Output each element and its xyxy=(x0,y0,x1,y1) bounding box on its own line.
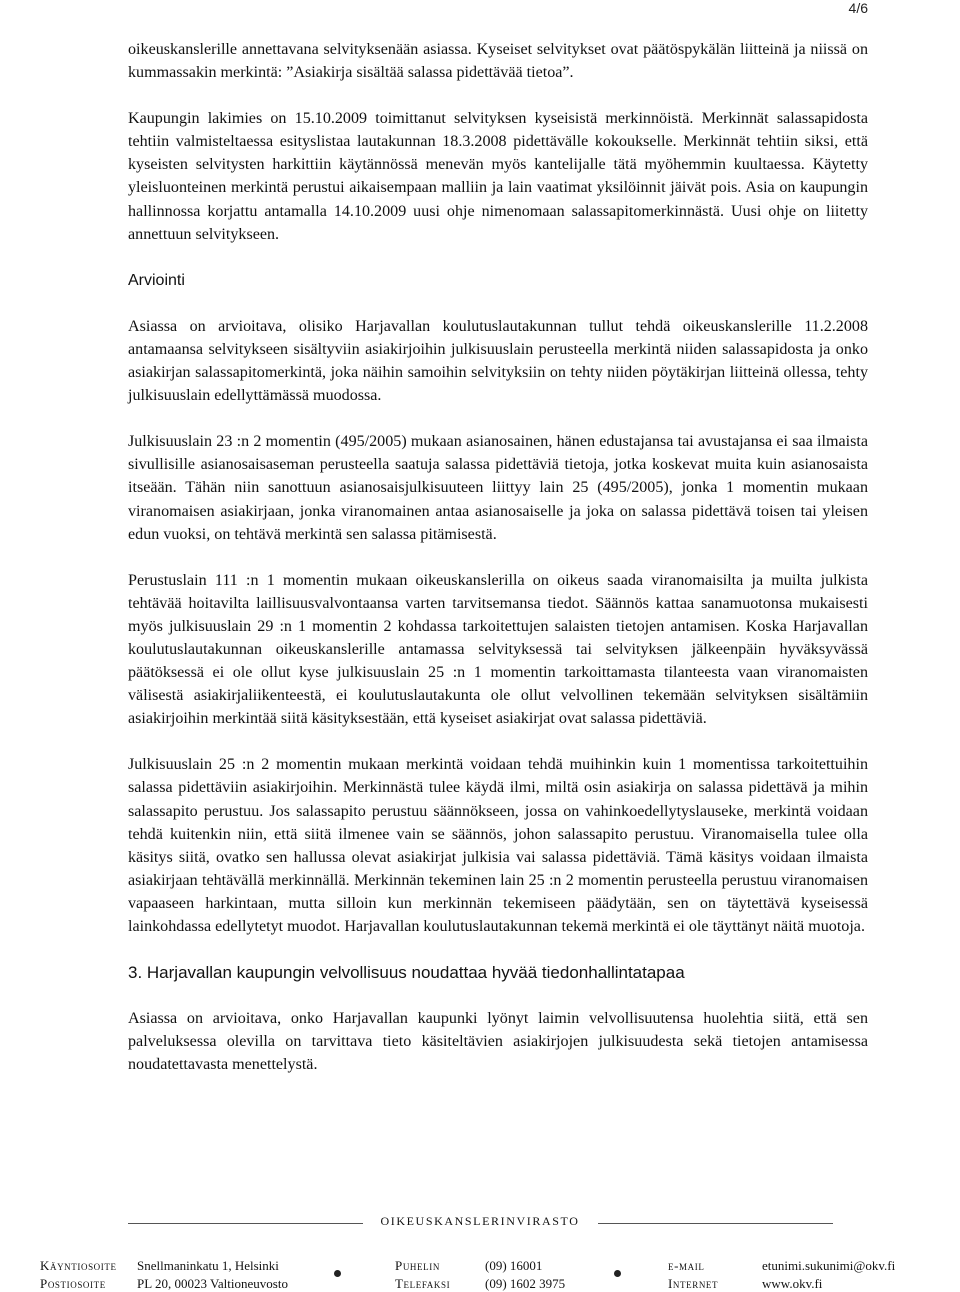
fax-label: Telefaksi xyxy=(395,1276,451,1291)
paragraph-7: Asiassa on arvioitava, onko Harjavallan kaupunki lyönyt laimin velvollisuutensa huolehtia siitä, että sen palveluksessa olevilla on tarvittava tieto käsiteltävien asiakirjojen julkisuudesta sekä tietojen antamisessa noudatettavasta menettelystä. xyxy=(128,1010,868,1074)
footer-separator-dot-2 xyxy=(614,1270,621,1277)
postal-address: PL 20, 00023 Valtioneuvosto xyxy=(137,1276,288,1291)
visiting-address: Snellmaninkatu 1, Helsinki xyxy=(137,1258,279,1273)
paragraph-6: Julkisuuslain 25 :n 2 momentin mukaan merkintä voidaan tehdä muihinkin kuin 1 momentissa tarkoitettuihin salassa pidettäviin asiakirjoihin. Merkinnästä tulee käydä ilmi, miltä osin asiakirja on salassa pidettävä ja mihin salassapito perustuu. Jos salassapito perustuu säännökseen, jossa on vahinkoedellytyslauseke, merkintä voidaan tehdä kuitenkin niin, että siitä ilmenee vain se säännös, johon salassapito perustuu. Viranomaisella tulee olla käsitys siitä, ovatko sen hallussa olevat asiakirjat julkisia vai salassa pidettäviä. Tämä käsitys voidaan ilmaista asiakirjaan tehtävällä merkinnällä. Merkinnän tekeminen lain 25 :n 2 momentin perusteella perustuu viranomaisen vapaaseen harkintaan, mutta silloin kun merkinnän tekemiseen päädytään, sen on täytettävä kyseisessä lainkohdassa edellytetyt muodot. Harjavallan koulutuslautakunnan tekemä merkintä ei ole täyttänyt näitä muotoja. xyxy=(128,756,868,935)
website-url[interactable]: www.okv.fi xyxy=(762,1276,823,1291)
paragraph-4: Julkisuuslain 23 :n 2 momentin (495/2005) mukaan asianosainen, hänen edustajansa tai avustajansa ei saa ilmaista sivullisille asianosaisaseman perusteella saatuja salassa pidettäviä tietoja, jotka koskevat muita kuin asianosaista itseään. Tähän niin sanottuun asianosaisjulkisuuteen liittyy lain 25 (495/2005), jonka 1 momentin mukaan viranomaisen asiakirjaan, jonka viranomainen antaa asianosaiselle ja joka on salassa pidettävä toisen tai yleisen edun vuoksi, on tehtävä merkintä sen salassa pitämisestä. xyxy=(128,433,868,543)
phone-number: (09) 16001 xyxy=(485,1258,543,1273)
document-body xyxy=(128,38,868,1076)
visiting-address-label: Käyntiosoite xyxy=(40,1258,117,1273)
section-heading-3: 3. Harjavallan kaupungin velvollisuus noudattaa hyvää tiedonhallintatapaa xyxy=(128,963,685,983)
page-number: 4/6 xyxy=(848,0,868,16)
section-heading-arviointi: Arviointi xyxy=(128,271,185,289)
paragraph-3: Asiassa on arvioitava, olisiko Harjavallan koulutuslautakunnan tullut tehdä oikeuskanslerille 11.2.2008 antamaansa selvitykseen sisältyviin asiakirjoihin julkisuuslain perusteella merkintä niiden salassapidosta ja onko asiakirjan salassapitomerkintä, joka näihin samoihin selvityksiin on tehty niiden pöytäkirjan liitteinä ollessa, tehty julkisuuslain edellyttämässä muodossa. xyxy=(128,317,868,405)
fax-number: (09) 1602 3975 xyxy=(485,1276,566,1291)
paragraph-2: Kaupungin lakimies on 15.10.2009 toimittanut selvityksen kyseisistä merkinnöistä. Merkinnät salassapidosta tehtiin valmisteltaessa esityslistaa lautakunnan 18.3.2008 pidettävälle kokoukselle. Merkinnät tehtiin siksi, että kyseisten selvitysten harkittiin käytännössä menevän myös kantelijalle tätä myöhemmin kuultaessa. Käytetty yleisluonteinen merkintä perustui aikaisempaan malliin ja lain vaatimat yksilöinnit jäivät pois. Asia on kaupungin hallinnossa korjattu antamalla 14.10.2009 uusi ohje nimenomaan salassapitomerkinnästä. Uusi ohje on liitetty annettuun selvitykseen. xyxy=(128,110,868,243)
internet-label: Internet xyxy=(668,1276,719,1291)
paragraph-1: oikeuskanslerille annettavana selvityksenään asiassa. Kyseiset selvitykset ovat päätöspykälän liitteinä ja niissä on kummassakin merkintä: ”Asiakirja sisältää salassa pidettävää tietoa”. xyxy=(128,41,868,82)
footer-separator-dot-1 xyxy=(334,1270,341,1277)
email-label: e-mail xyxy=(668,1258,705,1273)
paragraph-5: Perustuslain 111 :n 1 momentin mukaan oikeuskanslerilla on oikeus saada viranomaisilta ja muilta julkista tehtävää hoitavilta laillisuusvalvontaansa varten tarvitsemansa tiedot. Säännös kattaa sanamuotonsa mukaisesti myös julkisuuslain 29 :n 1 momentin 2 kohdassa tarkoitettujen salaisten tietojen antamisen. Koska Harjavallan koulutuslautakunnan oikeuskanslerille antamassa selvityksessä tai selvityksen jälkeenpäin hyväksyvässä päätöksessä ei ole ollut kyse julkisuuslain 25 :n 1 momentin tarkoittamasta tilanteesta vaan viranomaisten välisestä asiakirjaliikenteestä, ei koulutuslautakunta ole ollut velvollinen tekemään selvityksen sisältämiin asiakirjoihin merkintää siitä käsityksestään, että kyseiset asiakirjat ovat salassa pidettäviä. xyxy=(128,571,868,728)
postal-address-label: Postiosoite xyxy=(40,1276,106,1291)
email-address[interactable]: etunimi.sukunimi@okv.fi xyxy=(762,1258,896,1273)
phone-label: Puhelin xyxy=(395,1258,440,1273)
footer-organization: OIKEUSKANSLERINVIRASTO xyxy=(380,1214,580,1228)
